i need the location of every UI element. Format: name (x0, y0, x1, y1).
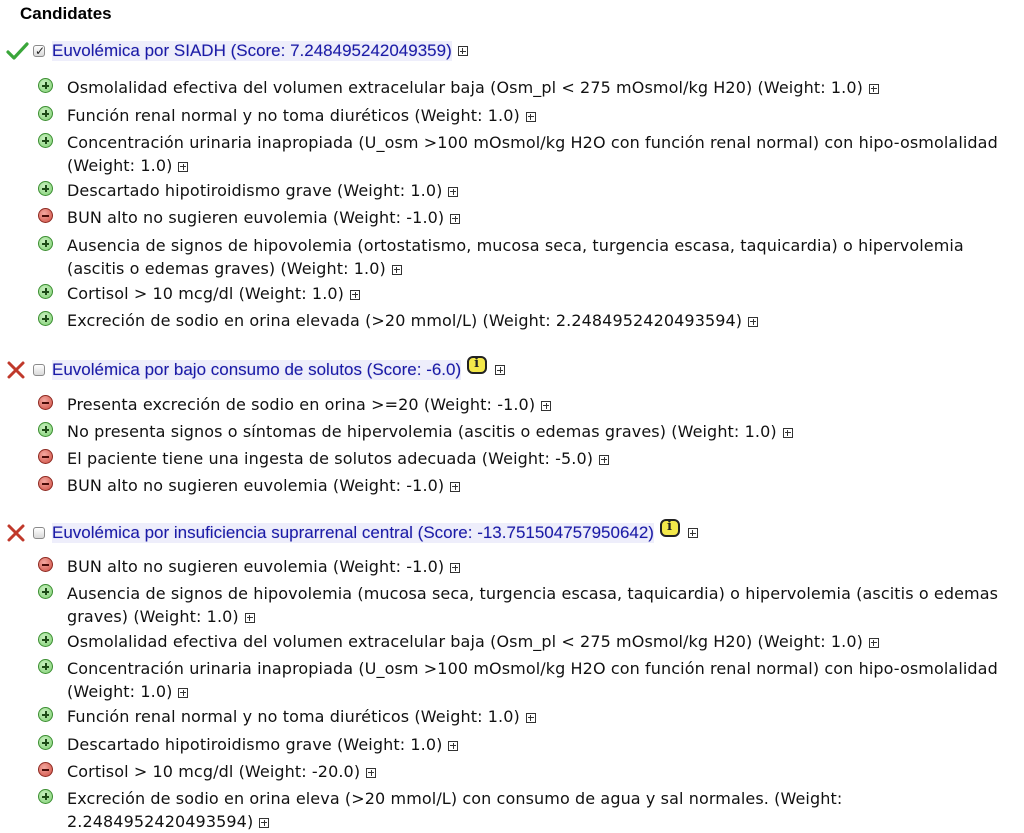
plus-circle-icon (38, 422, 53, 437)
plus-circle-icon (38, 78, 53, 93)
expand-icon[interactable] (245, 613, 255, 623)
criterion-text: Función renal normal y no toma diuréticos (Weight: 1.0) (67, 707, 520, 726)
candidate-1 (5, 356, 505, 381)
plus-circle-icon (38, 659, 53, 674)
criterion-text: BUN alto no sugieren euvolemia (Weight: -1.0) (67, 557, 445, 576)
plus-circle-icon (38, 106, 53, 121)
criterion-text: El paciente tiene una ingesta de solutos adecuada (Weight: -5.0) (67, 449, 594, 468)
candidates-heading: Candidates (20, 4, 112, 23)
plus-circle-icon (38, 789, 53, 804)
criterion-row (38, 630, 1018, 653)
criterion-text: Ausencia de signos de hipovolemia (ortostatismo, mucosa seca, turgencia escasa, taquicardia) o hipervolemia (ascitis o edemas graves) (Weight: 1.0) (67, 236, 964, 278)
criterion-row (38, 787, 1018, 833)
criterion-row (38, 309, 1018, 332)
criterion-row (38, 582, 1018, 628)
criterion-row (38, 179, 1018, 202)
expand-icon[interactable] (783, 428, 793, 438)
criterion-row (38, 555, 1018, 578)
minus-circle-icon (38, 557, 53, 572)
plus-circle-icon (38, 236, 53, 251)
plus-circle-icon (38, 181, 53, 196)
expand-icon[interactable] (450, 563, 460, 573)
expand-icon[interactable] (450, 214, 460, 224)
minus-circle-icon (38, 449, 53, 464)
criterion-text: Descartado hipotiroidismo grave (Weight: 1.0) (67, 735, 443, 754)
expand-icon[interactable] (392, 265, 402, 275)
expand-icon[interactable] (541, 401, 551, 411)
plus-circle-icon (38, 707, 53, 722)
criterion-row (38, 206, 1018, 229)
plus-circle-icon (38, 311, 53, 326)
expand-icon[interactable] (259, 818, 269, 828)
candidate-title-link[interactable]: Euvolémica por SIADH (Score: 7.248495242049359) (52, 41, 452, 60)
candidate-checkbox[interactable] (33, 527, 45, 539)
plus-circle-icon (38, 735, 53, 750)
criterion-row (38, 760, 1018, 783)
criterion-text: Ausencia de signos de hipovolemia (mucosa seca, turgencia escasa, taquicardia) o hipervolemia (ascitis o edemas graves) (Weight: 1.0) (67, 584, 999, 626)
expand-icon[interactable] (448, 741, 458, 751)
criterion-row (38, 657, 1018, 703)
candidate-title-link[interactable]: Euvolémica por bajo consumo de solutos (Score: -6.0) (52, 360, 462, 379)
expand-icon[interactable] (495, 365, 505, 375)
info-icon[interactable]: i (467, 356, 487, 374)
minus-circle-icon (38, 476, 53, 491)
rejected-x-icon (5, 360, 31, 380)
criterion-text: Cortisol > 10 mcg/dl (Weight: 1.0) (67, 284, 345, 303)
expand-icon[interactable] (688, 528, 698, 538)
plus-circle-icon (38, 133, 53, 148)
rejected-x-icon (5, 523, 31, 543)
criterion-row (38, 474, 1018, 497)
criterion-text: Excreción de sodio en orina elevada (>20 mmol/L) (Weight: 2.2484952420493594) (67, 311, 743, 330)
candidate-checkbox[interactable]: ✓ (35, 44, 46, 58)
criterion-row (38, 104, 1018, 127)
expand-icon[interactable] (178, 162, 188, 172)
criterion-text: Presenta excreción de sodio en orina >=20 (Weight: -1.0) (67, 395, 536, 414)
criterion-row (38, 76, 1018, 99)
expand-icon[interactable] (526, 713, 536, 723)
info-icon[interactable]: i (660, 519, 680, 537)
criterion-text: Osmolalidad efectiva del volumen extracelular baja (Osm_pl < 275 mOsmol/kg H20) (Weight: 1.0) (67, 632, 863, 651)
criterion-text: BUN alto no sugieren euvolemia (Weight: -1.0) (67, 208, 445, 227)
criterion-row (38, 282, 1018, 305)
expand-icon[interactable] (450, 482, 460, 492)
candidate-title-link[interactable]: Euvolémica por insuficiencia suprarrenal central (Score: -13.751504757950642) (52, 523, 654, 542)
criterion-row (38, 447, 1018, 470)
minus-circle-icon (38, 395, 53, 410)
criterion-text: Concentración urinaria inapropiada (U_osm >100 mOsmol/kg H2O con función renal normal) con hipo-osmolalidad (Weight: 1.0) (67, 133, 998, 175)
expand-icon[interactable] (366, 768, 376, 778)
criterion-row (38, 393, 1018, 416)
plus-circle-icon (38, 632, 53, 647)
criterion-row (38, 420, 1018, 443)
minus-circle-icon (38, 762, 53, 777)
criterion-text: No presenta signos o síntomas de hipervolemia (ascitis o edemas graves) (Weight: 1.0) (67, 422, 777, 441)
expand-icon[interactable] (869, 638, 879, 648)
criterion-text: BUN alto no sugieren euvolemia (Weight: -1.0) (67, 476, 445, 495)
criterion-text: Función renal normal y no toma diuréticos (Weight: 1.0) (67, 106, 520, 125)
expand-icon[interactable] (869, 84, 879, 94)
criterion-row (38, 705, 1018, 728)
criterion-text: Descartado hipotiroidismo grave (Weight: 1.0) (67, 181, 443, 200)
expand-icon[interactable] (458, 46, 468, 56)
criterion-text: Concentración urinaria inapropiada (U_osm >100 mOsmol/kg H2O con función renal normal) con hipo-osmolalidad (Weight: 1.0) (67, 659, 998, 701)
expand-icon[interactable] (526, 112, 536, 122)
expand-icon[interactable] (350, 290, 360, 300)
criterion-text: Excreción de sodio en orina eleva (>20 mmol/L) con consumo de agua y sal normales. (Weight: 2.2484952420493594) (67, 789, 843, 831)
plus-circle-icon (38, 284, 53, 299)
expand-icon[interactable] (178, 688, 188, 698)
criterion-row (38, 733, 1018, 756)
candidate-checkbox[interactable] (33, 364, 45, 376)
expand-icon[interactable] (748, 317, 758, 327)
criterion-row (38, 131, 1018, 177)
candidate-2 (5, 519, 698, 544)
accepted-check-icon (5, 41, 31, 61)
minus-circle-icon (38, 208, 53, 223)
plus-circle-icon (38, 584, 53, 599)
expand-icon[interactable] (448, 187, 458, 197)
expand-icon[interactable] (599, 455, 609, 465)
criterion-row (38, 234, 1018, 280)
criterion-text: Cortisol > 10 mcg/dl (Weight: -20.0) (67, 762, 361, 781)
criterion-text: Osmolalidad efectiva del volumen extracelular baja (Osm_pl < 275 mOsmol/kg H20) (Weight: 1.0) (67, 78, 863, 97)
candidate-0 (5, 40, 468, 62)
